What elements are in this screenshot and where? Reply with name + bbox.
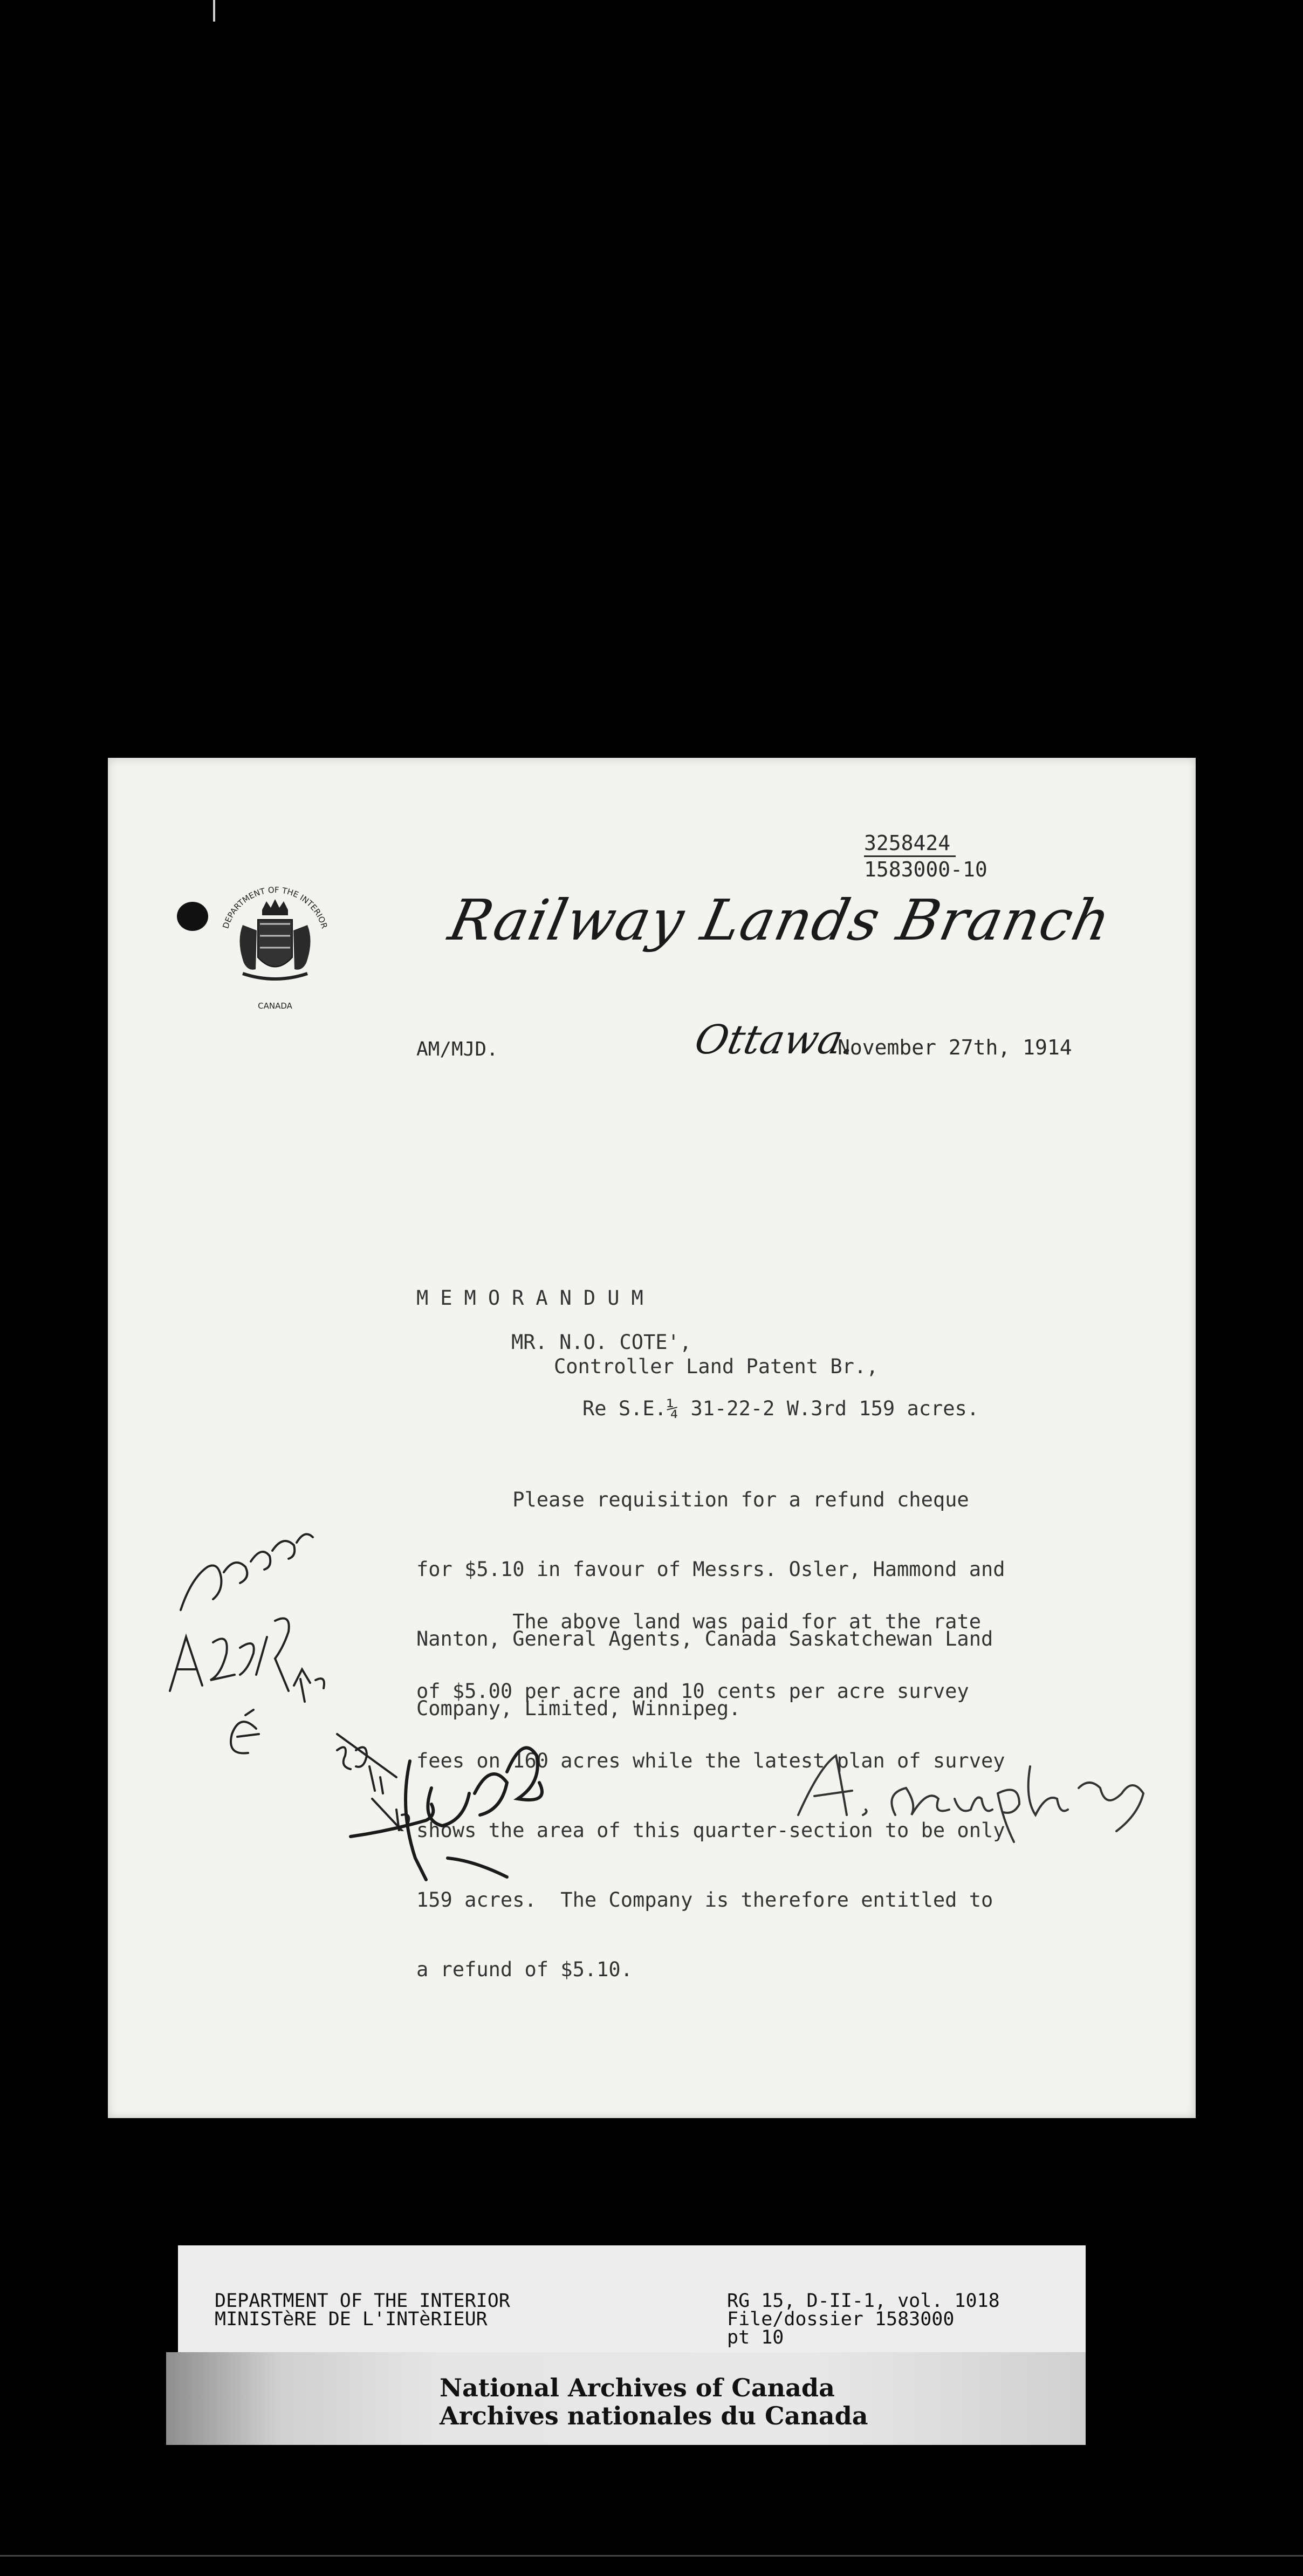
paragraph-line: for $5.10 in favour of Messrs. Osler, Hammond and: [416, 1558, 1005, 1581]
memorandum-sheet: [108, 758, 1196, 2118]
bottom-rule: [0, 2555, 1303, 2557]
label-department-english: DEPARTMENT OF THE INTERIOR: [215, 2290, 510, 2312]
paragraph-line: Company, Limited, Winnipeg.: [416, 1697, 741, 1720]
subject-line: Re S.E.¼ 31-22-2 W.3rd 159 acres.: [582, 1397, 979, 1420]
paragraph-line: shows the area of this quarter-section to be only: [416, 1819, 1005, 1842]
paragraph-line: fees on 160 acres while the latest plan of survey: [416, 1749, 1005, 1772]
archive-reference-label: [178, 2245, 1086, 2353]
label-reference: [727, 2292, 1000, 2347]
label-department: [215, 2292, 510, 2328]
label-reference-line: RG 15, D-II-1, vol. 1018: [727, 2290, 1000, 2312]
paragraph-line: 159 acres. The Company is therefore entitled to: [416, 1888, 993, 1912]
addressee: MR. N.O. COTE',: [511, 1331, 692, 1354]
paragraph-line: a refund of $5.10.: [416, 1958, 633, 1981]
handwritten-initials: [345, 1723, 604, 1885]
paragraph-line: Please requisition for a refund cheque: [416, 1488, 969, 1511]
addressee-department: Controller Land Patent Br.,: [554, 1355, 879, 1378]
memo-date: November 27th, 1914: [838, 1036, 1072, 1059]
file-numbers: [864, 831, 987, 882]
label-reference-line: pt 10: [727, 2327, 784, 2348]
svg-text:CANADA: CANADA: [258, 1001, 292, 1011]
label-department-french: MINISTèRE DE L'INTèRIEUR: [215, 2308, 488, 2330]
archive-name-strip: [166, 2352, 1086, 2445]
place-name: Ottawa.: [690, 1017, 860, 1063]
paragraph-line: Nanton, General Agents, Canada Saskatchewan Land: [416, 1627, 993, 1650]
svg-text:DEPARTMENT OF THE INTERIOR: DEPARTMENT OF THE INTERIOR: [221, 885, 330, 930]
archive-name-english: National Archives of Canada: [440, 2373, 835, 2402]
archive-name: [440, 2374, 868, 2430]
memo-title: MEMORANDUM: [416, 1286, 655, 1310]
reference-code: AM/MJD.: [416, 1038, 498, 1060]
file-number-top: 3258424: [864, 831, 956, 857]
paragraph-line: of $5.00 per acre and 10 cents per acre survey: [416, 1680, 969, 1703]
archive-name-french: Archives nationales du Canada: [440, 2401, 868, 2430]
file-number-bottom: 1583000-10: [864, 858, 987, 881]
label-reference-line: File/dossier 1583000: [727, 2308, 955, 2330]
scan-edge-mark: [213, 0, 215, 22]
paragraph-line: The above land was paid for at the rate: [416, 1610, 981, 1633]
letterhead-title: Railway Lands Branch: [443, 887, 1117, 953]
punch-hole: [177, 902, 208, 931]
handwritten-signature: [787, 1734, 1176, 1853]
coat-of-arms-crest: [210, 876, 340, 1017]
